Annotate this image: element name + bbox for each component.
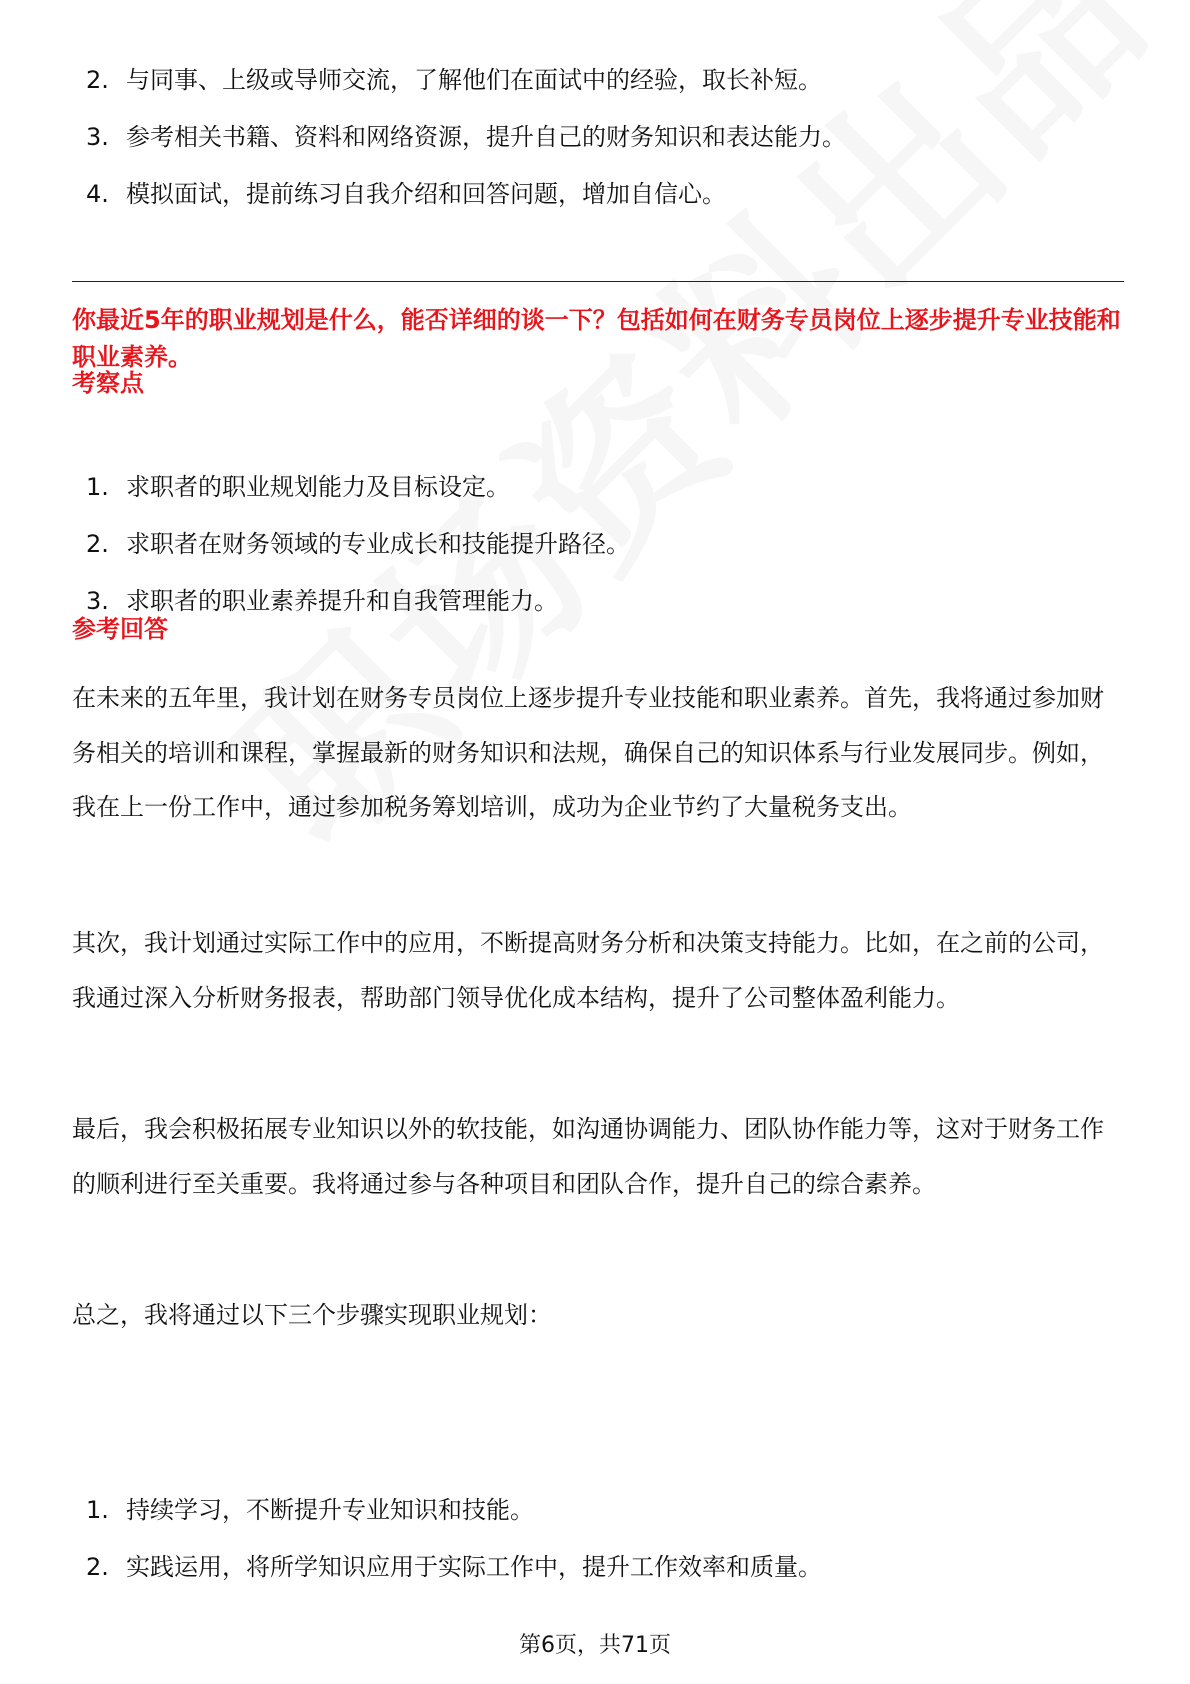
steps-list (72, 1493, 822, 1607)
list-item (72, 470, 630, 504)
list-number: 2. (86, 530, 109, 558)
list-item (72, 1493, 822, 1527)
answer-paragraph: 在未来的五年里，我计划在财务专员岗位上逐步提升专业技能和职业素养。首先，我将通过参加财务相关的培训和课程，掌握最新的财务知识和法规，确保自己的知识体系与行业发展同步。例如，我在上一份工作中，通过参加税务筹划培训，成功为企业节约了大量税务支出。 (72, 684, 1104, 821)
list-item (72, 63, 846, 97)
answer-paragraph: 最后，我会积极拓展专业知识以外的软技能，如沟通协调能力、团队协作能力等，这对于财务工作的顺利进行至关重要。我将通过参与各种项目和团队合作，提升自己的综合素养。 (72, 1115, 1104, 1198)
top-list (72, 63, 846, 234)
list-text: 求职者的职业素养提升和自我管理能力。 (126, 587, 558, 615)
section-divider (72, 281, 1124, 282)
list-number: 2. (86, 66, 109, 94)
list-item (72, 1550, 822, 1584)
page-footer: 第6页，共71页 (519, 1633, 671, 1658)
list-text: 模拟面试，提前练习自我介绍和回答问题，增加自信心。 (126, 180, 726, 208)
list-text: 求职者的职业规划能力及目标设定。 (126, 473, 510, 501)
list-item (72, 177, 846, 211)
list-number: 1. (86, 1496, 109, 1524)
list-text: 与同事、上级或导师交流，了解他们在面试中的经验，取长补短。 (126, 66, 822, 94)
answer-heading: 参考回答 (72, 615, 168, 643)
list-number: 3. (86, 587, 109, 615)
list-text: 持续学习，不断提升专业知识和技能。 (126, 1496, 534, 1524)
list-number: 4. (86, 180, 109, 208)
answer-paragraph: 其次，我计划通过实际工作中的应用，不断提高财务分析和决策支持能力。比如，在之前的公司，我通过深入分析财务报表，帮助部门领导优化成本结构，提升了公司整体盈利能力。 (72, 929, 1104, 1012)
list-number: 2. (86, 1553, 109, 1581)
list-number: 3. (86, 123, 109, 151)
list-text: 实践运用，将所学知识应用于实际工作中，提升工作效率和质量。 (126, 1553, 822, 1581)
exam-points-heading: 考察点 (72, 369, 144, 397)
answer-paragraph: 总之，我将通过以下三个步骤实现职业规划： (72, 1301, 552, 1329)
list-text: 参考相关书籍、资料和网络资源，提升自己的财务知识和表达能力。 (126, 123, 846, 151)
list-text: 求职者在财务领域的专业成长和技能提升路径。 (126, 530, 630, 558)
list-item (72, 527, 630, 561)
list-item (72, 120, 846, 154)
interview-question: 你最近5年的职业规划是什么，能否详细的谈一下？包括如何在财务专员岗位上逐步提升专业技能和职业素养。 (72, 306, 1121, 371)
list-number: 1. (86, 473, 109, 501)
